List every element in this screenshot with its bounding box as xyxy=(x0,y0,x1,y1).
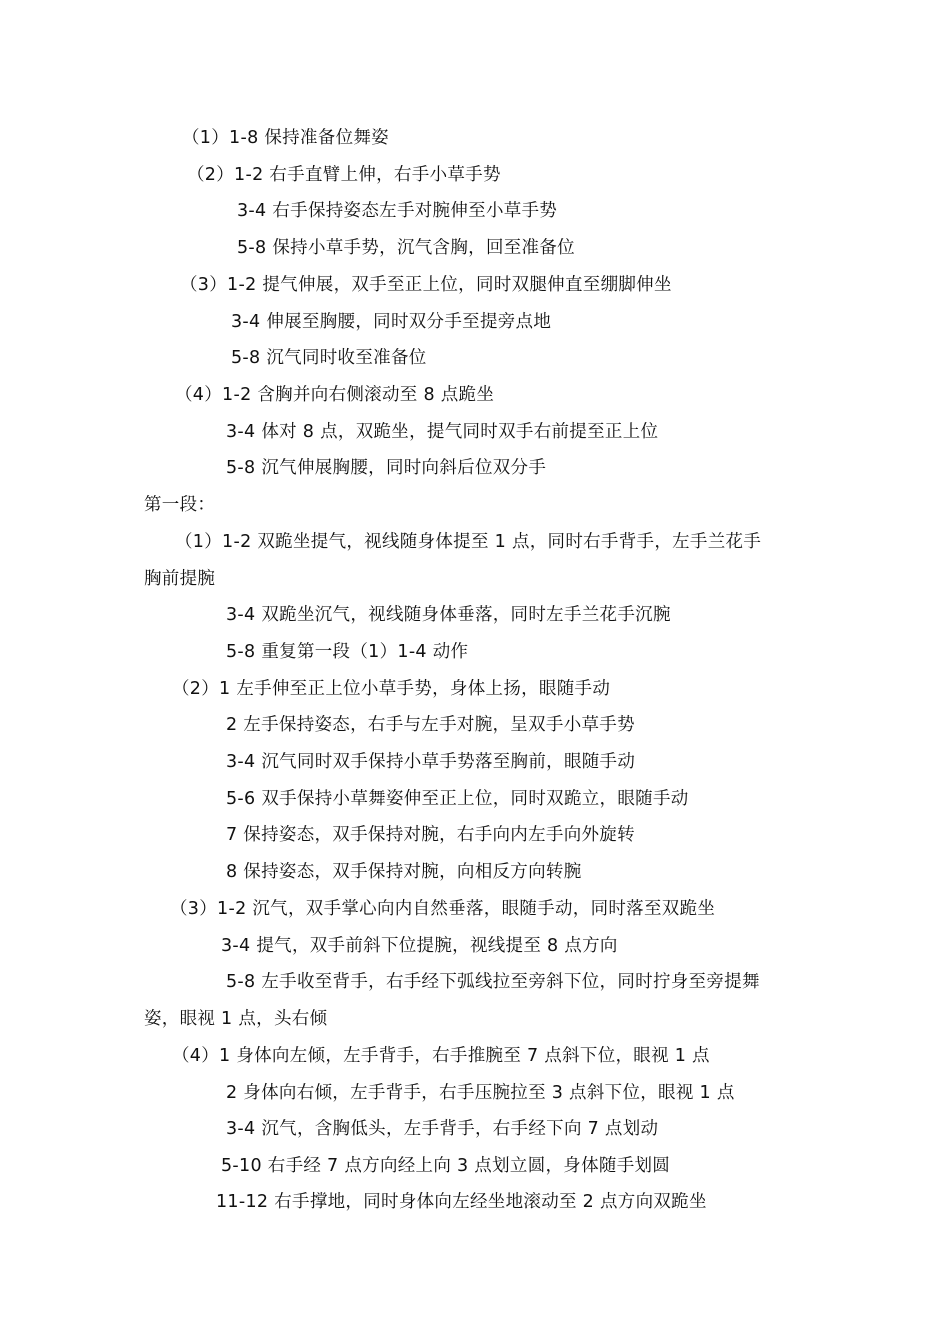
text-line: 2 左手保持姿态，右手与左手对腕，呈双手小草手势 xyxy=(226,715,635,735)
text-line: （4）1-2 含胸并向右侧滚动至 8 点跪坐 xyxy=(175,385,495,405)
text-line: 5-8 保持小草手势，沉气含胸，回至准备位 xyxy=(237,238,575,258)
text-line: （1）1-2 双跪坐提气，视线随身体提至 1 点，同时右手背手，左手兰花手 xyxy=(175,532,762,552)
text-line: 5-10 右手经 7 点方向经上向 3 点划立圆，身体随手划圆 xyxy=(221,1156,671,1176)
text-line: （3）1-2 沉气，双手掌心向内自然垂落，眼随手动，同时落至双跪坐 xyxy=(170,899,716,919)
text-line: 3-4 伸展至胸腰，同时双分手至提旁点地 xyxy=(231,312,552,332)
text-line: （2）1 左手伸至正上位小草手势，身体上扬，眼随手动 xyxy=(172,679,611,699)
text-line: 姿，眼视 1 点，头右倾 xyxy=(144,1009,328,1029)
text-line: 3-4 沉气同时双手保持小草手势落至胸前，眼随手动 xyxy=(226,752,636,772)
text-line: 胸前提腕 xyxy=(144,569,216,589)
text-line: （4）1 身体向左倾，左手背手，右手推腕至 7 点斜下位，眼视 1 点 xyxy=(172,1046,710,1066)
text-line: （1）1-8 保持准备位舞姿 xyxy=(182,128,389,148)
text-line: 5-8 左手收至背手，右手经下弧线拉至旁斜下位，同时拧身至旁提舞 xyxy=(226,972,760,992)
text-line: （2）1-2 右手直臂上伸，右手小草手势 xyxy=(187,165,501,185)
text-line: 5-8 重复第一段（1）1-4 动作 xyxy=(226,642,469,662)
text-line: 11-12 右手撑地，同时身体向左经坐地滚动至 2 点方向双跪坐 xyxy=(216,1192,707,1212)
text-line: 3-4 体对 8 点，双跪坐，提气同时双手右前提至正上位 xyxy=(226,422,659,442)
text-line: （3）1-2 提气伸展，双手至正上位，同时双腿伸直至绷脚伸坐 xyxy=(180,275,672,295)
text-line: 5-6 双手保持小草舞姿伸至正上位，同时双跪立，眼随手动 xyxy=(226,789,689,809)
text-line: 3-4 双跪坐沉气，视线随身体垂落，同时左手兰花手沉腕 xyxy=(226,605,671,625)
section-heading: 第一段： xyxy=(144,495,216,515)
text-line: 7 保持姿态，双手保持对腕，右手向内左手向外旋转 xyxy=(226,825,635,845)
text-line: 2 身体向右倾，左手背手，右手压腕拉至 3 点斜下位，眼视 1 点 xyxy=(226,1083,735,1103)
text-line: 8 保持姿态，双手保持对腕，向相反方向转腕 xyxy=(226,862,582,882)
text-line: 3-4 沉气，含胸低头，左手背手，右手经下向 7 点划动 xyxy=(226,1119,659,1139)
text-line: 5-8 沉气伸展胸腰，同时向斜后位双分手 xyxy=(226,458,547,478)
text-line: 5-8 沉气同时收至准备位 xyxy=(231,348,427,368)
text-line: 3-4 提气，双手前斜下位提腕，视线提至 8 点方向 xyxy=(221,936,618,956)
text-line: 3-4 右手保持姿态左手对腕伸至小草手势 xyxy=(237,201,558,221)
